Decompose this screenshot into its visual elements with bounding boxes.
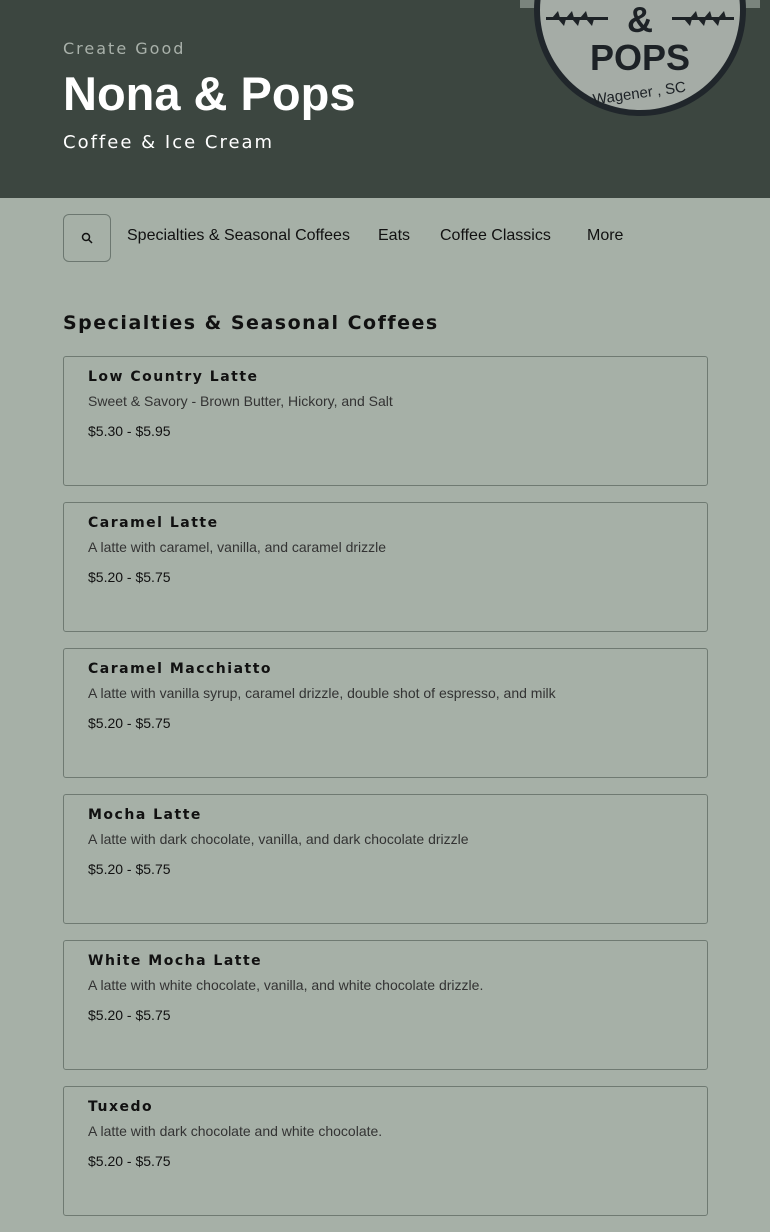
hero-header <box>0 0 770 198</box>
item-price: $5.20 - $5.75 <box>88 569 171 585</box>
item-price: $5.20 - $5.75 <box>88 1153 171 1169</box>
item-price: $5.20 - $5.75 <box>88 861 171 877</box>
menu-item-low-country-latte[interactable] <box>63 356 708 486</box>
brand-subtitle: Coffee & Ice Cream <box>63 132 275 153</box>
item-description: A latte with dark chocolate and white chocolate. <box>88 1123 383 1139</box>
item-description: A latte with white chocolate, vanilla, and white chocolate drizzle. <box>88 977 484 993</box>
item-description: A latte with caramel, vanilla, and caramel drizzle <box>88 539 387 555</box>
item-price: $5.20 - $5.75 <box>88 1007 171 1023</box>
item-name: Mocha Latte <box>88 807 202 823</box>
item-name: Caramel Macchiatto <box>88 661 273 677</box>
category-nav <box>63 214 770 262</box>
item-price: $5.20 - $5.75 <box>88 715 171 731</box>
logo <box>520 0 760 130</box>
nav-link-specialties[interactable]: Specialties & Seasonal Coffees <box>127 227 350 244</box>
tagline: Create Good <box>63 39 186 58</box>
item-description: A latte with vanilla syrup, caramel drizzle, double shot of espresso, and milk <box>88 685 556 701</box>
item-name: Tuxedo <box>88 1099 154 1115</box>
item-description: Sweet & Savory - Brown Butter, Hickory, and Salt <box>88 393 393 409</box>
menu-item-white-mocha-latte[interactable] <box>63 940 708 1070</box>
brand-title: Nona & Pops <box>63 67 356 120</box>
item-price: $5.30 - $5.95 <box>88 423 171 439</box>
menu-item-tuxedo[interactable] <box>63 1086 708 1216</box>
nav-link-eats[interactable]: Eats <box>378 227 411 244</box>
item-name: White Mocha Latte <box>88 953 263 969</box>
logo-location: Wagener , SC <box>591 78 687 109</box>
menu-item-mocha-latte[interactable] <box>63 794 708 924</box>
menu-item-caramel-latte[interactable] <box>63 502 708 632</box>
nav-link-coffee-classics[interactable]: Coffee Classics <box>440 227 551 244</box>
item-name: Low Country Latte <box>88 369 259 385</box>
search-icon <box>81 232 93 244</box>
item-name: Caramel Latte <box>88 515 219 531</box>
search-button[interactable] <box>63 214 111 262</box>
nav-link-more[interactable]: More <box>587 227 624 244</box>
menu-item-caramel-macchiatto[interactable] <box>63 648 708 778</box>
item-description: A latte with dark chocolate, vanilla, and dark chocolate drizzle <box>88 831 469 847</box>
logo-ampersand: & <box>627 0 653 40</box>
logo-main-text: POPS <box>589 37 691 78</box>
section-title: Specialties & Seasonal Coffees <box>63 312 439 334</box>
menu-list <box>63 356 708 1232</box>
